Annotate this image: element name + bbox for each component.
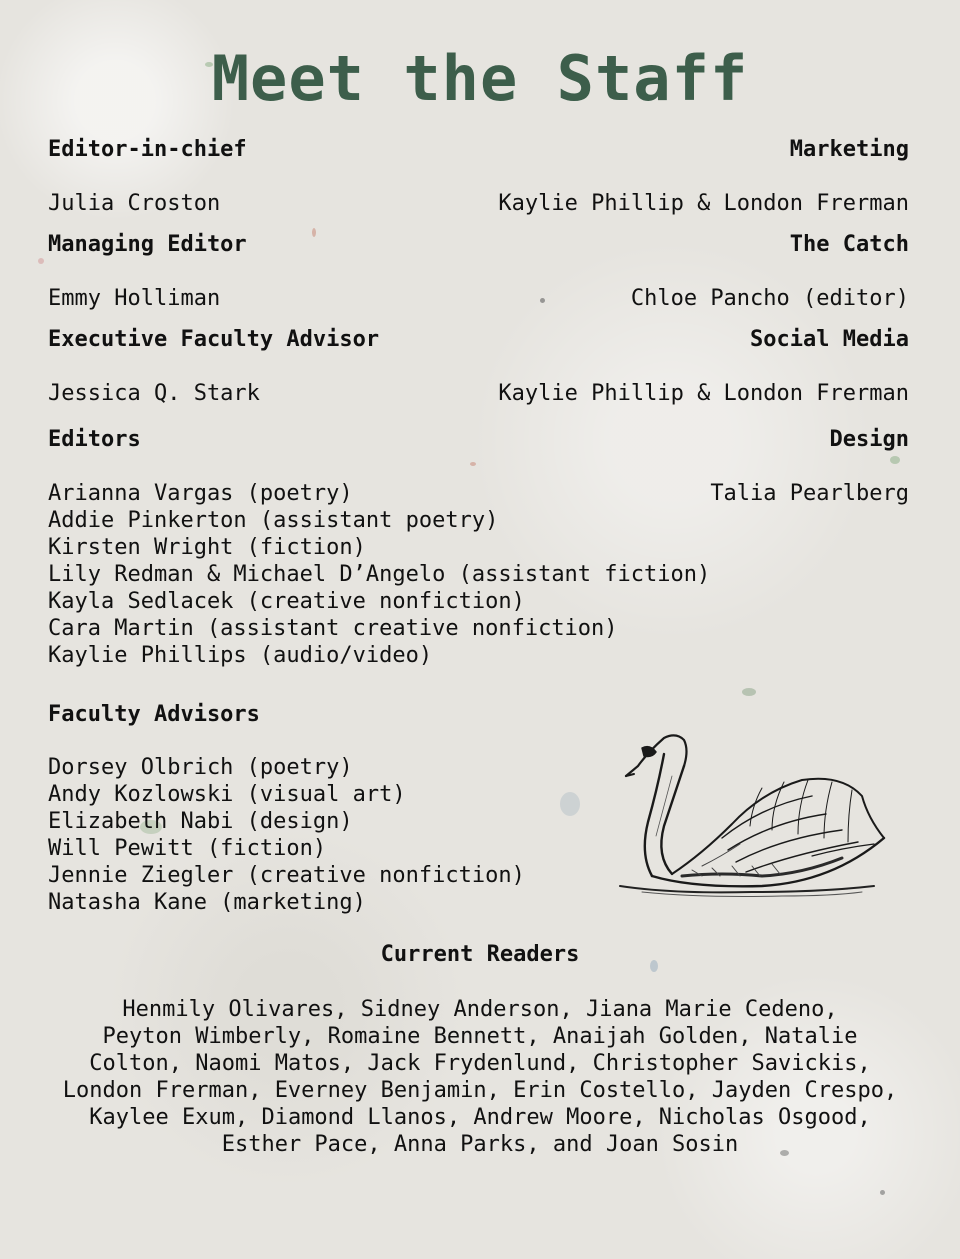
editor-item: Arianna Vargas (poetry)	[48, 481, 353, 506]
editor-item: Kaylie Phillips (audio/video)	[48, 643, 433, 668]
marketing-name: Kaylie Phillip & London Frerman	[498, 191, 909, 216]
the-catch-heading: The Catch	[789, 232, 909, 257]
readers-line: Colton, Naomi Matos, Jack Frydenlund, Christopher Savickis,	[89, 1051, 871, 1076]
faculty-advisor-item: Jennie Ziegler (creative nonfiction)	[48, 863, 525, 888]
editor-item: Addie Pinkerton (assistant poetry)	[48, 508, 499, 533]
paper-speck	[470, 462, 476, 466]
readers-line: Henmily Olivares, Sidney Anderson, Jiana Marie Cedeno,	[122, 997, 838, 1022]
social-media-name: Kaylie Phillip & London Frerman	[498, 381, 909, 406]
editor-item: Kayla Sedlacek (creative nonfiction)	[48, 589, 525, 614]
editor-item: Kirsten Wright (fiction)	[48, 535, 366, 560]
paper-speck	[540, 298, 545, 303]
editor-in-chief-name: Julia Croston	[48, 191, 221, 216]
page-title: Meet the Staff	[211, 42, 749, 115]
readers-line: Peyton Wimberly, Romaine Bennett, Anaijah Golden, Natalie	[102, 1024, 858, 1049]
paper-speck	[38, 258, 44, 264]
current-readers-heading: Current Readers	[380, 942, 580, 967]
faculty-advisor-item: Andy Kozlowski (visual art)	[48, 782, 406, 807]
paper-speck	[312, 228, 316, 237]
paper-speck	[560, 792, 580, 816]
social-media-heading: Social Media	[750, 327, 909, 352]
managing-editor-heading: Managing Editor	[48, 232, 247, 257]
design-heading: Design	[829, 427, 909, 452]
executive-faculty-advisor-heading: Executive Faculty Advisor	[48, 327, 380, 352]
executive-faculty-advisor-name: Jessica Q. Stark	[48, 381, 260, 406]
editors-list	[48, 480, 710, 669]
paper-speck	[880, 1190, 885, 1195]
faculty-advisor-item: Elizabeth Nabi (design)	[48, 809, 353, 834]
editor-item: Lily Redman & Michael D’Angelo (assistant fiction)	[48, 562, 711, 587]
faculty-advisor-item: Dorsey Olbrich (poetry)	[48, 755, 353, 780]
editors-heading: Editors	[48, 427, 141, 452]
faculty-advisor-item: Natasha Kane (marketing)	[48, 890, 366, 915]
marketing-heading: Marketing	[789, 137, 909, 162]
faculty-advisor-item: Will Pewitt (fiction)	[48, 836, 327, 861]
faculty-advisors-list	[48, 754, 525, 916]
current-readers-list	[50, 996, 910, 1158]
swan-illustration	[612, 726, 892, 901]
readers-line: London Frerman, Everney Benjamin, Erin Costello, Jayden Crespo,	[62, 1078, 898, 1103]
editor-in-chief-heading: Editor-in-chief	[48, 137, 247, 162]
paper-speck	[890, 456, 900, 464]
readers-line: Kaylee Exum, Diamond Llanos, Andrew Moore, Nicholas Osgood,	[89, 1105, 871, 1130]
managing-editor-name: Emmy Holliman	[48, 286, 221, 311]
the-catch-name: Chloe Pancho (editor)	[630, 286, 909, 311]
editor-item: Cara Martin (assistant creative nonfiction)	[48, 616, 618, 641]
readers-line: Esther Pace, Anna Parks, and Joan Sosin	[221, 1132, 739, 1157]
design-name: Talia Pearlberg	[710, 481, 909, 506]
paper-speck	[742, 688, 756, 696]
faculty-advisors-heading: Faculty Advisors	[48, 702, 260, 727]
